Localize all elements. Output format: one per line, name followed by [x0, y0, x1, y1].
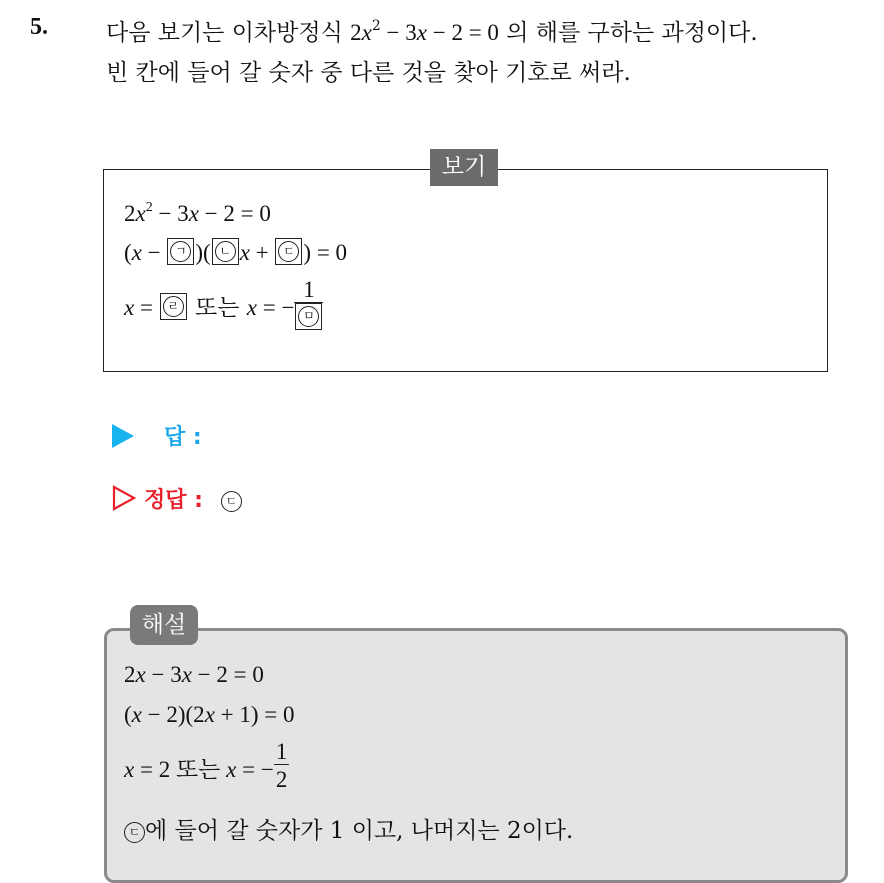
blank-mieum: ㅁ: [295, 303, 322, 330]
explanation-fraction: $\frac{1}{2}$: [275, 739, 288, 792]
example-equation-3: x = ㄹ 또는 x = − $\frac{1}{\text{ㅁ}}$: [124, 282, 323, 337]
blank-rieul: ㄹ: [160, 293, 187, 320]
circled-digeut: ㄷ: [124, 822, 145, 843]
question-number: 5.: [30, 14, 48, 40]
question-text-line1: 다음 보기는 이차방정식 $2x^2 - 3x - 2 = 0$ 의 해를 구하는 과정이다.: [106, 18, 758, 46]
explanation-line-3: x = 2 또는 x = − $\frac{1}{2}$: [124, 744, 289, 799]
fraction: $\frac{1}{\text{ㅁ}}$: [294, 278, 323, 333]
answer-row: [112, 420, 202, 451]
blank-giyeok: ㄱ: [167, 238, 194, 265]
correct-answer-value: ㄷ: [221, 491, 242, 512]
outline-triangle-icon: [112, 485, 136, 511]
answer-label: 답 :: [164, 425, 202, 450]
explanation-line-4: ㄷ 에 들어 갈 숫자가 1 이고, 나머지는 2이다.: [124, 812, 573, 845]
blank-nieun: ㄴ: [212, 238, 239, 265]
correct-answer-label: 정답 :: [144, 488, 203, 513]
explanation-line-2: (x − 2)(2x + 1) = 0: [124, 702, 295, 727]
filled-triangle-icon: [112, 424, 134, 448]
question-text-line2: 빈 칸에 들어 갈 숫자 중 다른 것을 찾아 기호로 써라.: [106, 60, 631, 86]
example-box-title: 보기: [430, 149, 498, 186]
example-equation-1: $2x^2 - 3x - 2 = 0$: [124, 200, 271, 226]
example-equation-2: (x − ㄱ )( ㄴ x + ㄷ ) = 0: [124, 240, 348, 265]
correct-answer-row: [112, 483, 242, 514]
blank-digeut: ㄷ: [275, 238, 302, 265]
explanation-title: 해설: [130, 605, 198, 645]
explanation-line-1: 2x − 3x − 2 = 0: [124, 662, 264, 687]
